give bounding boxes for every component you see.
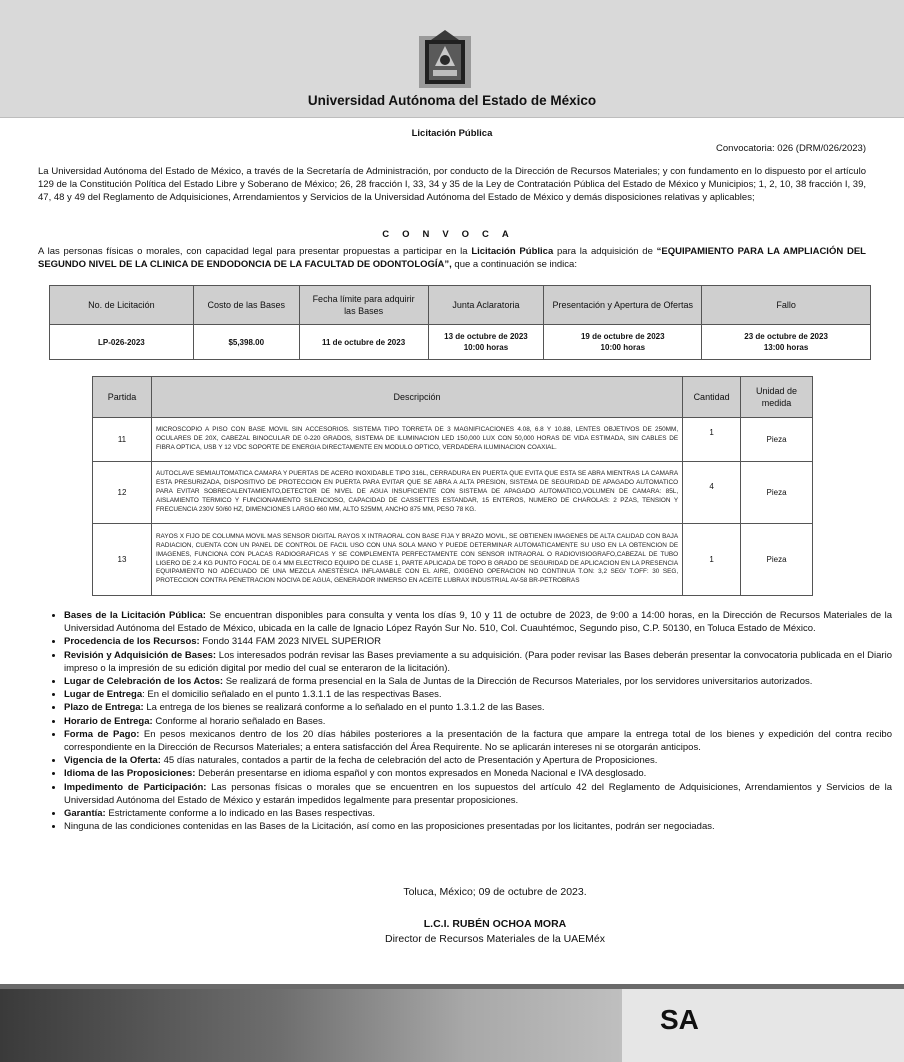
condition-text: Fondo 3144 FAM 2023 NIVEL SUPERIOR	[199, 636, 381, 648]
item-row	[93, 524, 813, 596]
items-table	[92, 376, 813, 596]
item-partida: 11	[93, 418, 152, 462]
schedule-row	[50, 325, 871, 360]
signer-role: Director de Recursos Materiales de la UAEMéx	[385, 933, 605, 945]
licitacion-number: LP-026-2023	[50, 325, 194, 360]
schedule-header: Junta Aclaratoria	[428, 286, 544, 325]
condition-item	[64, 635, 892, 648]
presentacion-cell	[544, 325, 702, 360]
invite-text-3: que a continuación se indica:	[451, 259, 577, 271]
invite-bold-2: “EQUIPAMIENTO PARA LA AMPLIACIÓN DEL SEGUNDO NIVEL DE LA CLINICA DE ENDODONCIA DE LA FACULTAD DE ODONTOLOGÍA”,	[38, 246, 866, 271]
condition-label: Procedencia de los Recursos:	[64, 636, 200, 648]
signer-name: L.C.I. RUBÉN OCHOA MORA	[423, 918, 567, 930]
condition-text: Estrictamente conforme a lo indicado en las Bases respectivas.	[105, 808, 376, 820]
condition-label: Lugar de Entrega	[64, 689, 143, 701]
schedule-header: No. de Licitación	[50, 286, 194, 325]
presentacion-date: 19 de octubre de 2023	[580, 332, 665, 341]
junta-date: 13 de octubre de 2023	[444, 332, 528, 341]
schedule-table	[49, 285, 871, 360]
items-header: Partida	[93, 377, 152, 418]
condition-text: 45 días naturales, contados a partir de la fecha de celebración del acto de Presentación y Apertura de Proposiciones.	[160, 755, 658, 767]
document-title: Licitación Pública	[411, 128, 493, 139]
item-unit: Pieza	[741, 524, 813, 596]
footer-strip	[0, 984, 904, 989]
university-name: Universidad Autónoma del Estado de México	[307, 93, 597, 108]
item-unit: Pieza	[741, 462, 813, 524]
condition-item	[64, 807, 892, 820]
condition-label: Idioma de las Proposiciones:	[64, 768, 196, 780]
schedule-header: Fallo	[702, 286, 871, 325]
presentacion-time: 10:00 horas	[600, 343, 646, 352]
conditions-list	[38, 609, 892, 833]
condition-text: Los interesados podrán revisar las Bases previamente a su adquisición. (Para poder revisar las Bases deberán presentar la convocatoria publicada en el Diario impreso o la impresión de su edición digital por medio del cual se enteraron de la licitación).	[64, 649, 892, 674]
items-header: Cantidad	[683, 377, 741, 418]
bases-deadline: 11 de octubre de 2023	[299, 325, 428, 360]
item-description: RAYOS X FIJO DE COLUMNA MOVIL MAS SENSOR DIGITAL RAYOS X INTRAORAL CON BASE FIJA Y BRAZO MOVIL, SE OBTIENEN IMAGENES DE ALTA CALIDAD CON BAJA RADIACION, CUENTA CON UN PANEL DE CONTROL DE FACIL USO CON UNA SOLA MANO Y PUEDE DETERMINAR AUTOMATICAMENTE SU USO EN LA OBTENCION DE IMAGENES, FUNCIONA CON PLACAS RADIOGRAFICAS Y SE COMPLEMENTA PERFECTAMENTE CON SENSOR INTRAORAL O RADIOVISIOGRAFO,CABEZAL DE TUBO LIGERO DE 2.4 KG PUNTO FOCAL DE 0.4 MM ELECTRICO EQUIPO DE CLASE 1, PARTE APLICADA DE TOPO B GRADO DE SEGURIDAD DE APLICACION EN LA PRESENCIA EQUIPAMIENTO NO ADECUADO DE UNA MEZCLA ANESTESICA INFLAMABLE CON EL AIRE, OXIGENO OPERACION NO CONTINUA T.ON: 3,2 SEG/ T.OFF: 30 SEG, PROTECCION CONTRA PENETRACION NOCIVA DE AGUA, GENERADOR INMERSO EN ACEITE LUBRAX INDUSTRIAL AV-58 BR-PETROBRAS	[151, 524, 682, 596]
items-header-row	[93, 377, 813, 418]
condition-text: Las personas físicas o morales que se encuentren en los supuestos del artículo 42 del Reglamento de Adquisiciones, Arrendamientos y Servicios de la Universidad Autónoma del Estado de México y estarán impedidos legalmente para presentar proposiciones.	[64, 781, 892, 806]
condition-label: Impedimento de Participación:	[64, 781, 207, 793]
junta-time: 10:00 horas	[463, 343, 509, 352]
schedule-header: Costo de las Bases	[193, 286, 299, 325]
condition-label: Lugar de Celebración de los Actos:	[64, 676, 224, 688]
junta-cell	[428, 325, 544, 360]
condition-item	[64, 754, 892, 767]
condition-label: Vigencia de la Oferta:	[64, 755, 161, 767]
header-band	[0, 0, 904, 118]
bases-cost: $5,398.00	[193, 325, 299, 360]
invite-bold-1: Licitación Pública	[471, 246, 554, 257]
schedule-header: Presentación y Apertura de Ofertas	[544, 286, 702, 325]
item-quantity: 4	[683, 462, 741, 524]
footer-band	[0, 984, 904, 1062]
fallo-date: 23 de octubre de 2023	[744, 332, 828, 341]
invitation-paragraph	[38, 245, 866, 271]
condition-text: Se realizará de forma presencial en la Sala de Juntas de la Dirección de Recursos Materiales, por los servidores universitarios autorizados.	[223, 676, 813, 688]
condition-text: La entrega de los bienes se realizará conforme a lo señalado en el punto 1.3.1.2 de las Bases.	[143, 702, 545, 714]
schedule-header: Fecha límite para adquirir las Bases	[299, 286, 428, 325]
condition-text: : En el domicilio señalado en el punto 1.3.1.1 de las respectivas Bases.	[142, 689, 442, 701]
condition-text: Deberán presentarse en idioma español y con montos expresados en Moneda Nacional e IVA desglosado.	[195, 768, 647, 780]
condition-item	[64, 675, 892, 688]
invite-text-1: A las personas físicas o morales, con capacidad legal para presentar propuestas a participar en la	[38, 246, 472, 257]
footer-gradient	[0, 984, 622, 1062]
condition-item	[64, 781, 892, 807]
condition-text: Se encuentran disponibles para consulta y venta los días 9, 10 y 11 de octubre de 2023, de 9:00 a 14:00 horas, en la Dirección de Recursos Materiales de la Universidad Autónoma del Estado de México, ubicada en la calle de Ignacio López Rayón Sur No. 510, Col. Cuauhtémoc, Segundo piso, C.P. 50130, en Toluca Estado de México.	[64, 610, 892, 635]
item-description: MICROSCOPIO A PISO CON BASE MOVIL SIN ACCESORIOS. SISTEMA TIPO TORRETA DE 3 MAGNIFICACIONES 4.08, 6.8 Y 10.88, LENTES OBJETIVOS DE 250MM, OCULARES DE 20X, CABEZAL BINOCULAR DE 0-220 GRADOS, SISTEMA DE ILUMINACION LED 150,000 LUX CON 50,000 HORAS DE VIDA ESTIMADA, SIN CABLES DE FIBRA OPTICA, USB Y 12 VDC SOPORTE DE ENERGIA DIRECTAMENTE EN MODULO OPTICO, VERDADERA ILUMINACION COAXIAL.	[151, 418, 682, 462]
condition-text: Conforme al horario señalado en Bases.	[152, 715, 326, 727]
condition-item	[64, 715, 892, 728]
condition-label: Revisión y Adquisición de Bases:	[64, 649, 217, 661]
university-seal-icon	[415, 26, 475, 92]
items-header: Unidad de medida	[741, 377, 813, 418]
fallo-time: 13:00 horas	[763, 343, 809, 352]
convoca-heading: CONVOCA	[382, 229, 522, 240]
condition-item	[64, 767, 892, 780]
convocatoria-number: Convocatoria: 026 (DRM/026/2023)	[716, 143, 866, 154]
condition-item	[64, 728, 892, 754]
item-description: AUTOCLAVE SEMIAUTOMATICA CAMARA Y PUERTAS DE ACERO INOXIDABLE TIPO 316L, CERRADURA EN PUERTA QUE EVITA QUE ESTA SE ABRA MIENTRAS LA CAMARA ESTA PRESURIZADA, DISPOSITIVO DE PROTECCION EN PUERTA PARA EVITAR QUE SE ABRA A ALTA PRESION, SISTEMA DE SEGURIDAD DE APAGADO AUTOMATICO PARA EVITAR SOBRECALENTAMIENTO,DETECTOR DE NIVEL DE AGUA INSUFICIENTE CON SISTEMA DE APAGADO AUTOMATICO,VOLUMEN DE CAMARA: 85L, AISLAMIENTO TERMICO Y FUNCIONAMIENTO SILENCIOSO, CAPACIDAD DE CASSETTES ESTANDAR, 15 ENTEROS, NUMERO DE CHAROLAS: 2 PZAS, TENSION Y FRECUENCIA 230V 50/60 HZ, DIMENCIONES LARGO 660 MM, ALTO 525MM, ANCHO 875 MM, PESO 78 KG.	[151, 462, 682, 524]
condition-item	[64, 609, 892, 635]
items-header: Descripción	[151, 377, 682, 418]
condition-item	[64, 688, 892, 701]
condition-label: Horario de Entrega:	[64, 715, 153, 727]
condition-text: En pesos mexicanos dentro de los 20 días hábiles posteriores a la presentación de la factura que ampare la entrega total de los bienes y expedición del contra recibo correspondiente en la Dirección de Recursos Materiales; a entera satisfacción del Área Requirente. No se aplicarán intereses ni se otorgarán anticipos.	[64, 728, 892, 754]
item-quantity: 1	[683, 418, 741, 462]
condition-label: Plazo de Entrega:	[64, 702, 144, 714]
item-unit: Pieza	[741, 418, 813, 462]
condition-label: Bases de la Licitación Pública:	[64, 610, 206, 621]
condition-label: Forma de Pago:	[64, 728, 140, 740]
condition-label: Garantía:	[64, 808, 106, 820]
item-quantity: 1	[683, 524, 741, 596]
item-partida: 13	[93, 524, 152, 596]
condition-item	[64, 649, 892, 675]
item-row	[93, 418, 813, 462]
condition-item	[64, 820, 892, 833]
schedule-header-row	[50, 286, 871, 325]
condition-text: Ninguna de las condiciones contenidas en las Bases de la Licitación, así como en las proposiciones presentadas por los licitantes, podrán ser negociadas.	[64, 821, 715, 833]
footer-mark: SA	[660, 1004, 699, 1035]
place-date: Toluca, México; 09 de octubre de 2023.	[403, 886, 587, 898]
fallo-cell	[702, 325, 871, 360]
condition-item	[64, 701, 892, 714]
intro-paragraph: La Universidad Autónoma del Estado de México, a través de la Secretaría de Administración, por conducto de la Dirección de Recursos Materiales; y con fundamento en lo dispuesto por el artículo 129 de la Constitución Política del Estado Libre y Soberano de México; 26, 28 fracción I, 33, 34 y 35 de la Ley de Contratación Pública del Estado de México y Municipios; 1, 2, 10, 38 fracción I, 39, 47, 48 y 49 del Reglamento de Adquisiciones, Arrendamientos y Servicios de la Universidad Autónoma del Estado de México y demás disposiciones relativas y aplicables;	[38, 166, 866, 204]
item-partida: 12	[93, 462, 152, 524]
invite-text-2: para la adquisición de	[553, 246, 657, 257]
item-row	[93, 462, 813, 524]
